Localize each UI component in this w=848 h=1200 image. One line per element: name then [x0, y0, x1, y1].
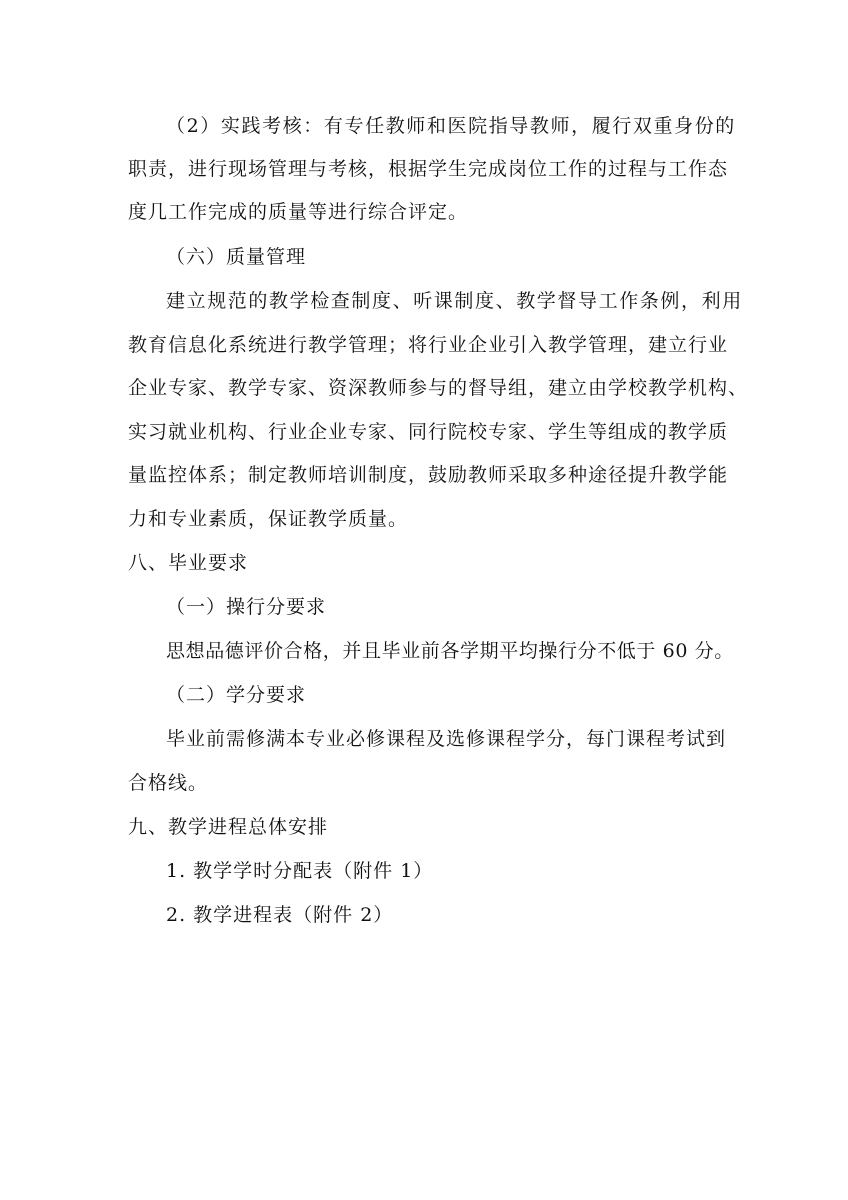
quality-line-2: 教育信息化系统进行教学管理；将行业企业引入教学管理，建立行业: [128, 334, 729, 356]
graduation-heading: 八、毕业要求: [128, 552, 249, 574]
credit-line-1: 毕业前需修满本专业必修课程及选修课程学分，每门课程考试到: [166, 728, 727, 750]
quality-line-1: 建立规范的教学检查制度、听课制度、教学督导工作条例，利用: [166, 290, 743, 312]
practice-assessment-line-1: （2）实践考核：有专任教师和医院指导教师，履行双重身份的: [166, 115, 736, 137]
practice-assessment-line-2: 职责，进行现场管理与考核，根据学生完成岗位工作的过程与工作态: [128, 158, 729, 180]
quality-line-4: 实习就业机构、行业企业专家、同行院校专家、学生等组成的教学质: [128, 421, 729, 443]
conduct-heading: （一）操行分要求: [166, 596, 327, 618]
schedule-item-1: 1. 教学学时分配表（附件 1）: [166, 860, 434, 882]
quality-heading: （六）质量管理: [166, 246, 307, 268]
credit-line-2: 合格线。: [128, 772, 209, 794]
conduct-text: 思想品德评价合格，并且毕业前各学期平均操行分不低于 60 分。: [166, 640, 734, 662]
quality-line-5: 量监控体系；制定教师培训制度，鼓励教师采取多种途径提升教学能: [128, 464, 729, 486]
credit-heading: （二）学分要求: [166, 684, 307, 706]
schedule-item-2: 2. 教学进程表（附件 2）: [166, 904, 394, 926]
quality-line-6: 力和专业素质，保证教学质量。: [128, 508, 409, 530]
quality-line-3: 企业专家、教学专家、资深教师参与的督导组，建立由学校教学机构、: [128, 377, 749, 399]
schedule-heading: 九、教学进程总体安排: [128, 816, 329, 838]
practice-assessment-line-3: 度几工作完成的质量等进行综合评定。: [128, 201, 469, 223]
